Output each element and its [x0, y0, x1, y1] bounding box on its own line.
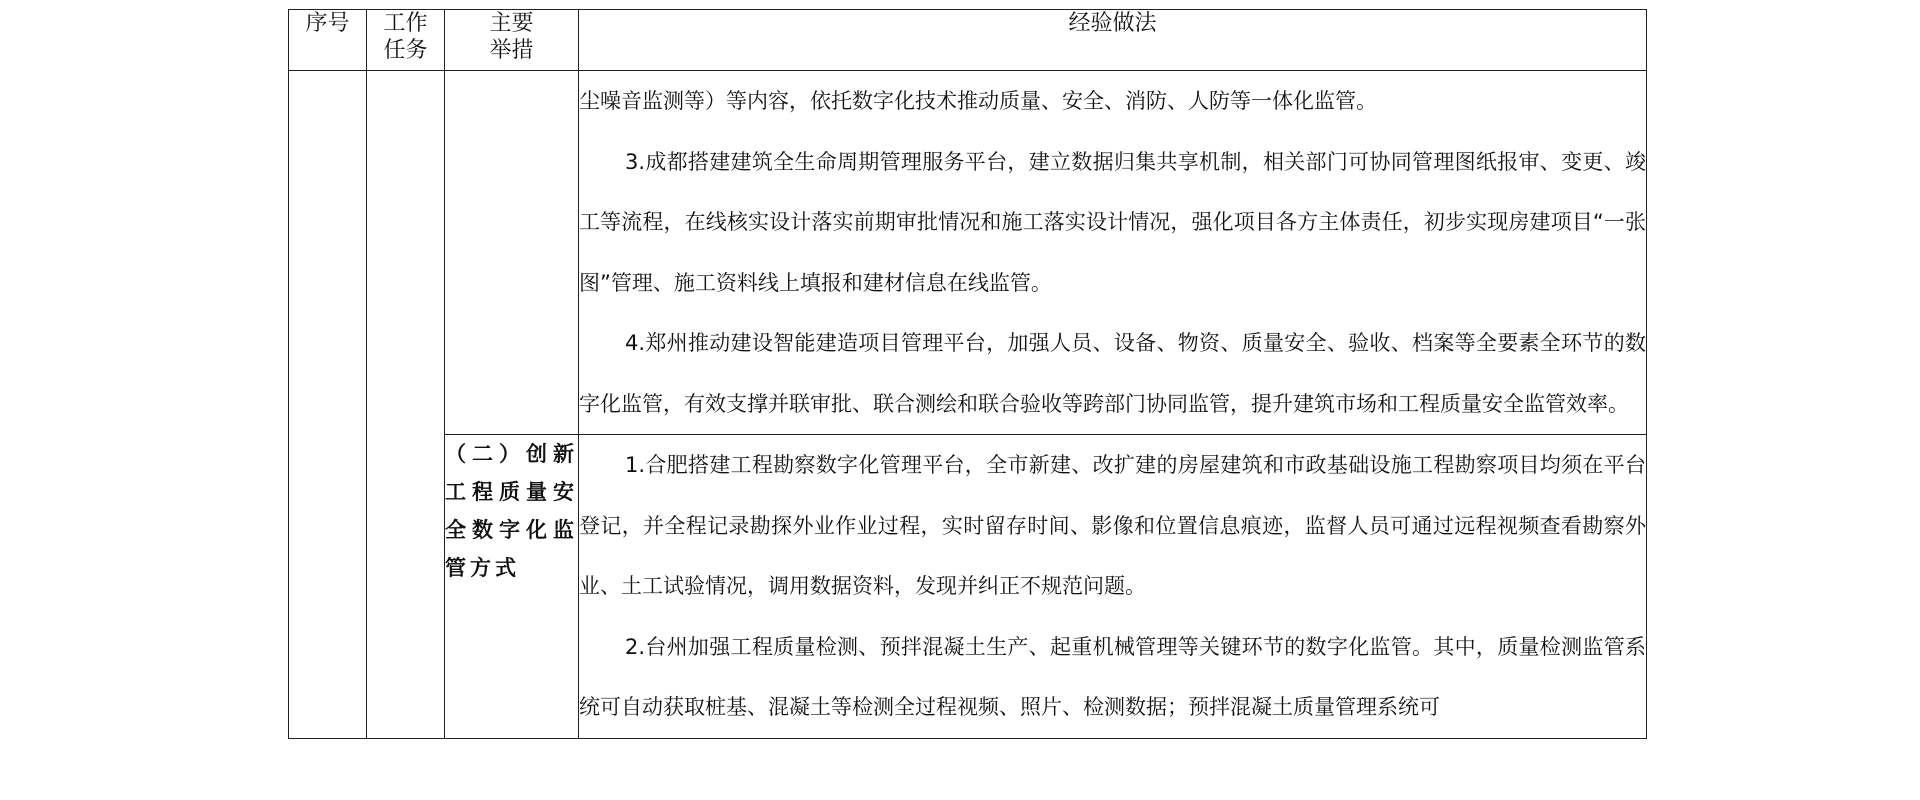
header-experience-practices-label: 经验做法 [1068, 11, 1157, 36]
measure-cell [445, 435, 579, 739]
practice-paragraph: 4.郑州推动建设智能建造项目管理平台，加强人员、设备、物资、质量安全、验收、档案等全要素全环节的数字化监管，有效支撑并联审批、联合测绘和联合验收等跨部门协同监管，提升建筑市场和工程质量安全监管效率。 [579, 331, 1646, 416]
practice-paragraph: 3.成都搭建建筑全生命周期管理服务平台，建立数据归集共享机制，相关部门可协同管理图纸报审、变更、竣工等流程，在线核实设计落实前期审批情况和施工落实设计情况，强化项目各方主体责任，初步实现房建项目“一张图”管理、施工资料线上填报和建材信息在线监管。 [579, 149, 1646, 295]
experience-table [288, 9, 1647, 739]
practice-cell [579, 435, 1647, 739]
header-main-measures [445, 10, 579, 71]
header-work-task-line1: 工作 [383, 11, 428, 36]
work-task-cell [367, 71, 445, 739]
practice-cell [579, 71, 1647, 435]
header-serial-number [289, 10, 367, 71]
header-main-measures-line2: 举措 [489, 38, 534, 63]
header-experience-practices [579, 10, 1647, 71]
practice-paragraph: 尘噪音监测等）等内容，依托数字化技术推动质量、安全、消防、人防等一体化监管。 [579, 89, 1377, 113]
header-serial-number-label: 序号 [305, 11, 350, 36]
measure-title: （二）创新工程质量安全数字化监管方式 [445, 442, 578, 580]
practice-paragraph: 1.合肥搭建工程勘察数字化管理平台，全市新建、改扩建的房屋建筑和市政基础设施工程勘察项目均须在平台登记，并全程记录勘探外业作业过程，实时留存时间、影像和位置信息痕迹，监督人员可通过远程视频查看勘察外业、土工试验情况，调用数据资料，发现并纠正不规范问题。 [579, 453, 1646, 598]
header-work-task [367, 10, 445, 71]
measure-cell-empty [445, 71, 579, 435]
table-header-row [289, 10, 1647, 71]
table-row [289, 71, 1647, 435]
header-work-task-line2: 任务 [383, 38, 428, 63]
practice-paragraph: 2.台州加强工程质量检测、预拌混凝土生产、起重机械管理等关键环节的数字化监管。其中，质量检测监管系统可自动获取桩基、混凝土等检测全过程视频、照片、检测数据；预拌混凝土质量管理系统可 [579, 634, 1646, 719]
serial-number-cell [289, 71, 367, 739]
table-row [289, 435, 1647, 739]
header-main-measures-line1: 主要 [489, 11, 534, 36]
